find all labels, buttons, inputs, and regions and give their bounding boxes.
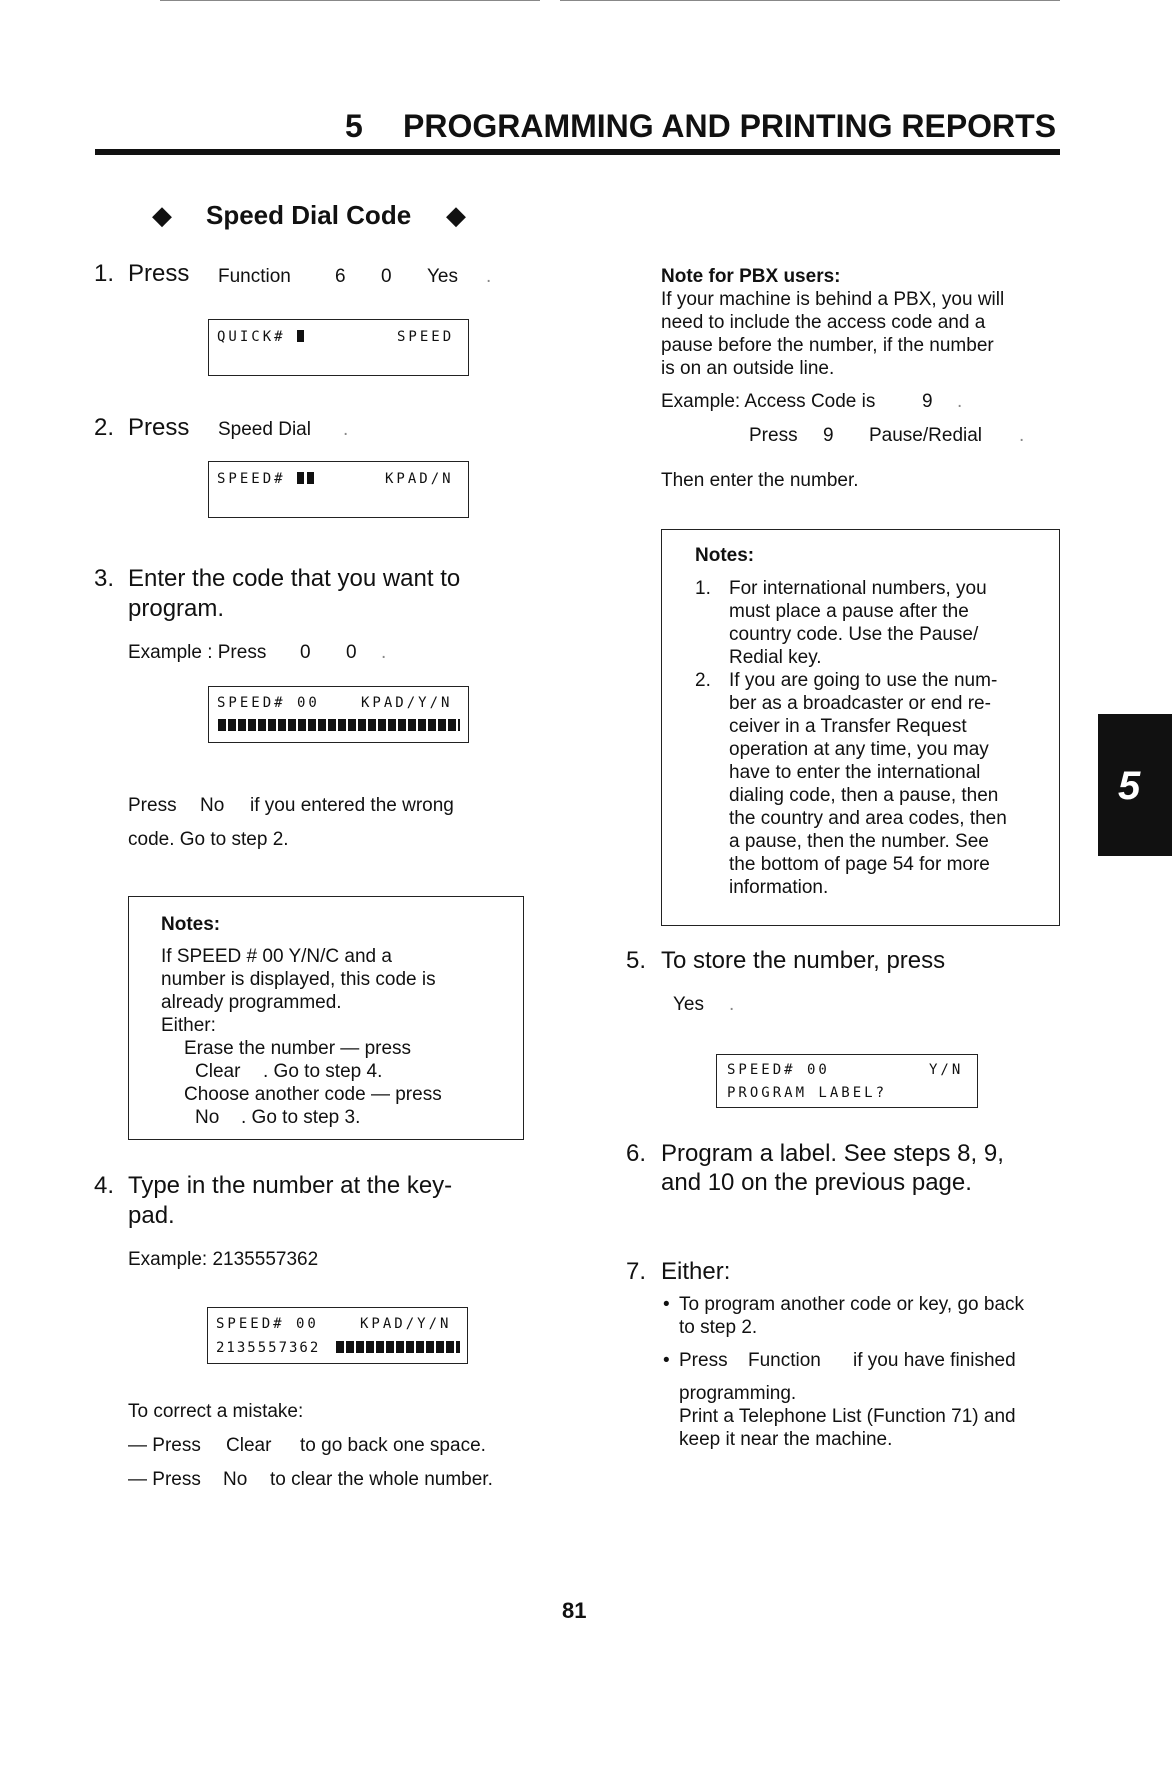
notes-1-line: If SPEED # 00 Y/N/C and a bbox=[161, 946, 392, 967]
key-0: 0 bbox=[381, 266, 392, 287]
chapter-number: 5 bbox=[345, 108, 363, 144]
key-no: No bbox=[195, 1107, 220, 1128]
notes-2-line: information. bbox=[729, 877, 829, 898]
key-yes: Yes bbox=[427, 266, 458, 287]
correct-1-rest: to go back one space. bbox=[300, 1435, 486, 1456]
diamond-icon: ◆ bbox=[446, 200, 466, 230]
page-number: 81 bbox=[562, 1598, 587, 1623]
lcd-2-right: KPAD/N bbox=[385, 471, 454, 487]
step-7-b1-line: to step 2. bbox=[679, 1317, 758, 1338]
lcd-2-left: SPEED# bbox=[217, 471, 286, 487]
step-3-number: 3. bbox=[94, 565, 115, 592]
notes-2-line: For international numbers, you bbox=[729, 578, 987, 599]
step-4-example: Example: 2135557362 bbox=[128, 1249, 319, 1270]
pbx-press: Press bbox=[749, 425, 798, 446]
step-1-press: Press bbox=[128, 260, 190, 287]
lcd-display-5 bbox=[716, 1054, 978, 1108]
key-no: No bbox=[223, 1469, 248, 1490]
key-9: 9 bbox=[922, 391, 933, 412]
key-0: 0 bbox=[346, 642, 357, 663]
key-dot: . bbox=[957, 391, 963, 412]
chapter-tab bbox=[1098, 714, 1172, 856]
step-3-line2: program. bbox=[128, 595, 225, 622]
key-function: Function bbox=[218, 266, 291, 287]
notes-1-erase: Erase the number — press bbox=[184, 1038, 412, 1059]
key-dot: . bbox=[729, 994, 735, 1015]
pbx-line: is on an outside line. bbox=[661, 358, 835, 379]
step-3b-press: Press bbox=[128, 795, 177, 816]
lcd-3-right: KPAD/Y/N bbox=[361, 695, 453, 711]
step-4-line2: pad. bbox=[128, 1202, 175, 1229]
step-3-example: Example : Press bbox=[128, 642, 267, 663]
lcd-display-3 bbox=[208, 686, 469, 743]
section-title: Speed Dial Code bbox=[206, 200, 412, 230]
correct-1-dash: — Press bbox=[128, 1435, 201, 1456]
step-7-b2-line: programming. bbox=[679, 1383, 797, 1404]
key-speed-dial: Speed Dial bbox=[218, 419, 311, 440]
notes-1-clear-rest: . Go to step 4. bbox=[263, 1061, 383, 1082]
pbx-title: Note for PBX users: bbox=[661, 266, 841, 287]
cursor-block-icon bbox=[297, 472, 304, 484]
step-3b-line2: code. Go to step 2. bbox=[128, 829, 289, 850]
scan-line bbox=[160, 0, 540, 1]
step-7-b1-line: To program another code or key, go back bbox=[679, 1294, 1025, 1315]
pbx-line: If your machine is behind a PBX, you will bbox=[661, 289, 1005, 310]
notes-2-line: the bottom of page 54 for more bbox=[729, 854, 990, 875]
pbx-example: Example: Access Code is bbox=[661, 391, 876, 412]
step-2-number: 2. bbox=[94, 414, 115, 441]
key-dot: . bbox=[486, 266, 492, 287]
step-4-number: 4. bbox=[94, 1172, 115, 1199]
key-pause-redial: Pause/Redial bbox=[869, 425, 983, 446]
lcd-5-left: SPEED# 00 bbox=[727, 1062, 830, 1078]
notes-box-2 bbox=[661, 529, 1060, 926]
notes-2-line: must place a pause after the bbox=[729, 601, 969, 622]
step-7-text: Either: bbox=[661, 1258, 731, 1285]
notes-2-line: the country and area codes, then bbox=[729, 808, 1007, 829]
cursor-block-icon bbox=[307, 472, 314, 484]
lcd-1-right: SPEED bbox=[397, 329, 455, 345]
notes-2-line: country code. Use the Pause/ bbox=[729, 624, 979, 645]
lcd-display-1 bbox=[208, 319, 469, 376]
scan-line bbox=[560, 0, 1060, 1]
key-dot: . bbox=[381, 642, 387, 663]
key-clear: Clear bbox=[195, 1061, 241, 1082]
lcd-5-right: Y/N bbox=[929, 1062, 964, 1078]
lcd-1-left: QUICK# bbox=[217, 329, 286, 345]
lcd-5-row2: PROGRAM LABEL? bbox=[727, 1085, 888, 1101]
notes-2-line: have to enter the international bbox=[729, 762, 981, 783]
notes-2-line: ber as a broadcaster or end re- bbox=[729, 693, 991, 714]
step-6-line1: Program a label. See steps 8, 9, bbox=[661, 1140, 1004, 1167]
lcd-display-4 bbox=[207, 1307, 468, 1364]
step-5-number: 5. bbox=[626, 947, 647, 974]
notes-1-line: Either: bbox=[161, 1015, 216, 1036]
step-3-line1: Enter the code that you want to bbox=[128, 565, 461, 592]
step-6-line2: and 10 on the previous page. bbox=[661, 1169, 972, 1196]
key-0: 0 bbox=[300, 642, 311, 663]
notes-1-title: Notes: bbox=[161, 914, 221, 935]
step-2-press: Press bbox=[128, 414, 190, 441]
diamond-icon: ◆ bbox=[152, 200, 172, 230]
key-yes: Yes bbox=[673, 994, 704, 1015]
notes-2-line: ceiver in a Transfer Request bbox=[729, 716, 967, 737]
key-no: No bbox=[200, 795, 225, 816]
key-clear: Clear bbox=[226, 1435, 272, 1456]
notes-2-line: a pause, then the number. See bbox=[729, 831, 989, 852]
step-3b-rest: if you entered the wrong bbox=[250, 795, 454, 816]
lcd-4-number: 2135557362 bbox=[216, 1340, 321, 1356]
key-6: 6 bbox=[335, 266, 346, 287]
lcd-3-block-row bbox=[218, 719, 460, 731]
chapter-title: PROGRAMMING AND PRINTING REPORTS bbox=[403, 108, 1057, 144]
step-7-b2-press: Press bbox=[679, 1350, 728, 1371]
step-7-b2-rest: if you have finished bbox=[853, 1350, 1016, 1371]
chapter-tab-label: 5 bbox=[1118, 764, 1141, 808]
notes-2-n2: 2. bbox=[695, 670, 711, 691]
correct-2-dash: — Press bbox=[128, 1469, 201, 1490]
notes-1-line: number is displayed, this code is bbox=[161, 969, 436, 990]
step-6-number: 6. bbox=[626, 1140, 647, 1167]
pbx-then: Then enter the number. bbox=[661, 470, 859, 491]
step-7-b2-line: Print a Telephone List (Function 71) and bbox=[679, 1406, 1016, 1427]
step-5-text: To store the number, press bbox=[661, 947, 946, 974]
notes-1-choose: Choose another code — press bbox=[184, 1084, 442, 1105]
step-7-b2-line: keep it near the machine. bbox=[679, 1429, 893, 1450]
lcd-4-block-row bbox=[336, 1341, 460, 1353]
notes-2-line: If you are going to use the num- bbox=[729, 670, 998, 691]
bullet-icon: • bbox=[663, 1294, 670, 1315]
notes-box-1 bbox=[128, 896, 524, 1140]
pbx-line: pause before the number, if the number bbox=[661, 335, 994, 356]
key-function: Function bbox=[748, 1350, 821, 1371]
step-1-number: 1. bbox=[94, 260, 115, 287]
key-dot: . bbox=[1019, 425, 1025, 446]
key-dot: . bbox=[343, 419, 349, 440]
cursor-block-icon bbox=[297, 330, 304, 342]
notes-1-line: already programmed. bbox=[161, 992, 342, 1013]
step-7-number: 7. bbox=[626, 1258, 647, 1285]
notes-2-line: dialing code, then a pause, then bbox=[729, 785, 999, 806]
notes-1-no-rest: . Go to step 3. bbox=[241, 1107, 361, 1128]
lcd-3-left: SPEED# 00 bbox=[217, 695, 320, 711]
correct-title: To correct a mistake: bbox=[128, 1401, 304, 1422]
correct-2-rest: to clear the whole number. bbox=[270, 1469, 493, 1490]
lcd-4-right: KPAD/Y/N bbox=[360, 1316, 452, 1332]
step-4-line1: Type in the number at the key- bbox=[128, 1172, 453, 1199]
pbx-line: need to include the access code and a bbox=[661, 312, 986, 333]
lcd-display-2 bbox=[208, 461, 469, 518]
notes-2-line: Redial key. bbox=[729, 647, 822, 668]
bullet-icon: • bbox=[663, 1350, 670, 1371]
lcd-4-left: SPEED# 00 bbox=[216, 1316, 319, 1332]
key-9: 9 bbox=[823, 425, 834, 446]
notes-2-title: Notes: bbox=[695, 545, 755, 566]
notes-2-line: operation at any time, you may bbox=[729, 739, 989, 760]
header-rule bbox=[95, 149, 1060, 155]
notes-2-n1: 1. bbox=[695, 578, 711, 599]
